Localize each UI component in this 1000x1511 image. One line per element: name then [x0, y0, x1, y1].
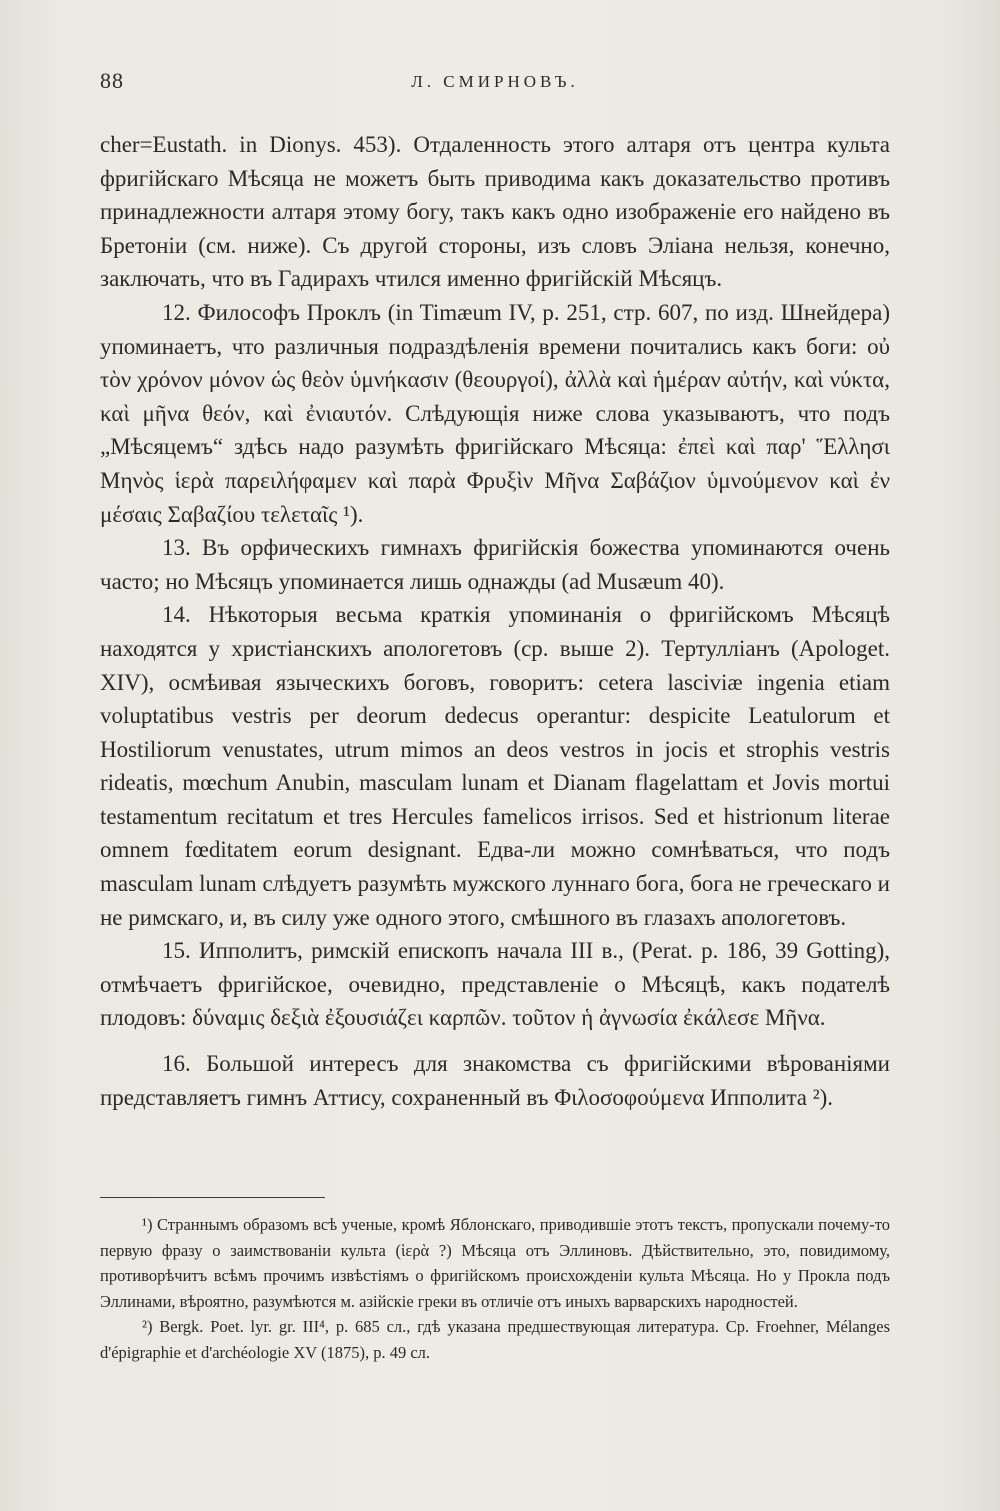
footnote-1: ¹) Страннымъ образомъ всѣ ученые, кромѣ Яблонскаго, приводившіе этотъ текстъ, пропускали почему-то первую фразу о заимствованіи культа (ἱερὰ ?) Мѣсяца отъ Эллиновъ. Дѣйствительно, это, повидимому, противорѣчитъ всѣмъ прочимъ извѣстіямъ о фригійскомъ происхожденіи культа Мѣсяца. Но у Прокла подъ Эллинами, вѣроятно, разумѣются м. азійскіе греки въ отличіе отъ иныхъ варварскихъ народностей. — [100, 1215, 890, 1311]
page-number: 88 — [100, 68, 124, 93]
paragraph-14: 14. Нѣкоторыя весьма краткія упоминанія о фригійскомъ Мѣсяцѣ находятся у христіанскихъ апологетовъ (ср. выше 2). Тертулліанъ (Apologet. XIV), осмѣивая языческихъ боговъ, говоритъ: cetera lasciviæ ingenia etiam voluptatibus vestris per deorum dedecus operantur: despicite Leatulorum et Hostiliorum venustates, utrum mimos an deos vestros in jocis et strophis vestris rideatis, mœchum Anubin, masculam lunam et Dianam flagelattam et Jovis mortui testamentum recitatum et tres Hercules famelicos irrisos. Sed et histrionum literae omnem fœditatem eorum designant. Едва-ли можно сомнѣваться, что подъ masculam lunam слѣдуетъ разумѣть мужского луннаго бога, бога не греческаго и не римскаго, и, въ силу уже одного этого, смѣшного въ глазахъ апологетовъ. — [100, 602, 890, 930]
paragraph-13: 13. Въ орфическихъ гимнахъ фригійскія божества упоминаются очень часто; но Мѣсяцъ упоминается лишь однажды (ad Musæum 40). — [100, 535, 890, 594]
paragraph-15: 15. Ипполитъ, римскій епископъ начала III в., (Perat. p. 186, 39 Gotting), отмѣчаетъ фригійское, очевидно, представленіе о Мѣсяцѣ, какъ подателѣ плодовъ: δύναμις δεξιὰ ἐξουσιάζει καρπῶν. τοῦτον ἡ ἀγνωσία ἐκάλεσε Μῆνα. — [100, 938, 890, 1031]
paragraph-12: 12. Философъ Проклъ (in Timæum IV, p. 251, стр. 607, по изд. Шнейдера) упоминаетъ, что различныя подраздѣленія времени почитались какъ боги: οὐ τὸν χρόνον μόνον ὡς θεὸν ὑμνήκασιν (θεουργοί), ἀλλὰ καὶ ἡμέραν αὐτήν, καὶ νύκτα, καὶ μῆνα θεόν, καὶ ἐνιαυτόν. Слѣдующія ниже слова указываютъ, что подъ „Мѣсяцемъ“ здѣсь надо разумѣть фригійскаго Мѣсяца: ἐπεὶ καὶ παρ' Ἕλλησι Μηνὸς ἱερὰ παρειλήφαμεν καὶ παρὰ Φρυξὶν Μῆνα Σαβάζιον ὑμνούμενον καὶ ἐν μέσαις Σαβαζίου τελεταῖς ¹). — [100, 299, 890, 527]
page-header — [100, 68, 890, 104]
footnote-divider — [100, 1197, 325, 1198]
footnotes — [100, 1212, 890, 1365]
paragraph-16: 16. Большой интересъ для знакомства съ фригійскими вѣрованіями представляетъ гимнъ Аттису, сохраненный въ Φιλοσοφούμενα Ипполита ²). — [100, 1051, 890, 1110]
main-text — [100, 128, 890, 1114]
running-head: Л. СМИРНОВЪ. — [411, 72, 579, 91]
paragraph-continuation: cher=Eustath. in Dionys. 453). Отдаленность этого алтаря отъ центра культа фригійскаго Мѣсяца не можетъ быть приводима какъ доказательство противъ принадлежности алтаря этому богу, такъ какъ одно изображеніе его найдено въ Бретоніи (см. ниже). Съ другой стороны, изъ словъ Эліана нельзя, конечно, заключать, что въ Гадирахъ чтился именно фригійскій Мѣсяцъ. — [100, 132, 890, 292]
footnote-2: ²) Bergk. Poet. lyr. gr. III⁴, p. 685 сл., гдѣ указана предшествующая литература. Ср. Froehner, Mélanges d'épigraphie et d'archéologie XV (1875), p. 49 сл. — [100, 1317, 890, 1362]
